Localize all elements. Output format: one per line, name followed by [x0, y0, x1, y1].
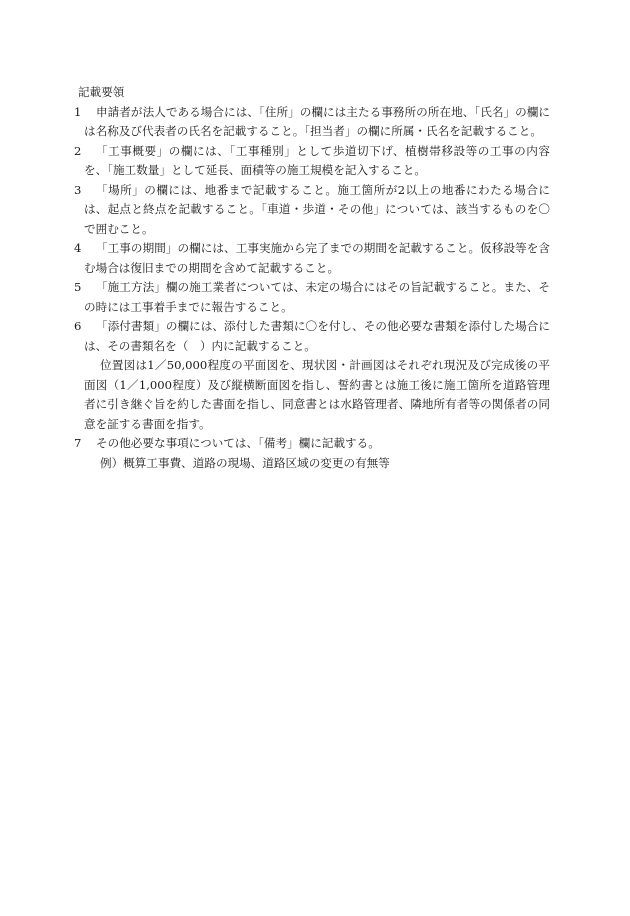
instruction-item-7 — [74, 434, 550, 454]
instructions-section — [74, 83, 550, 473]
item-number: 6 — [74, 319, 82, 333]
item-text: 「工事概要」の欄には、「工事種別」として歩道切下げ、植樹帯移設等の工事の内容を、「施工数量」として延長、面積等の施工規模を記入すること。 — [84, 143, 550, 177]
item-number: 4 — [74, 241, 82, 255]
item-number: 7 — [74, 436, 82, 450]
instruction-item-4 — [74, 239, 550, 278]
item-number: 1 — [74, 104, 82, 119]
item-text: 「場所」の欄には、地番まで記載すること。施工箇所が2以上の地番にわたる場合には、起点と終点を記載すること。「車道・歩道・その他」については、該当するものを〇で囲むこと。 — [84, 182, 550, 236]
example-line: 例）概算工事費、道路の現場、道路区域の変更の有無等 — [100, 455, 390, 470]
item-text: 「工事の期間」の欄には、工事実施から完了までの期間を記載すること。仮移設等を含む場合は復旧までの期間を含めて記載すること。 — [84, 241, 550, 275]
item-text: 申請者が法人である場合には、「住所」の欄には主たる事務所の所在地、「氏名」の欄には名称及び代表者の氏名を記載すること。「担当者」の欄に所属・氏名を記載すること。 — [84, 104, 550, 138]
item-number: 3 — [74, 182, 82, 197]
item-text: 「添付書類」の欄には、添付した書類に〇を付し、その他必要な書類を添付した場合には、その書類名を（ ）内に記載すること。 — [84, 319, 550, 353]
item-text: 「施工方法」欄の施工業者については、未定の場合にはその旨記載すること。また、その時には工事着手までに報告すること。 — [84, 280, 550, 314]
instruction-item-2 — [74, 142, 550, 181]
instruction-item-1 — [74, 103, 550, 142]
attachment-note: 位置図は1／50,000程度の平面図を、現状図・計画図はそれぞれ現況及び完成後の平面図（1／1,000程度）及び縦横断面図を指し、誓約書とは施工後に施工箇所を道路管理者に引き継ぐ旨を約した書面を指し、同意書とは水路管理者、隣地所有者等の関係者の同意を証する書面を指す。 — [84, 358, 550, 431]
instruction-item-6 — [74, 317, 550, 356]
item-text: その他必要な事項については、「備考」欄に記載する。 — [96, 436, 380, 450]
instruction-item-5 — [74, 278, 550, 317]
item-number: 5 — [74, 280, 82, 294]
item-number: 2 — [74, 143, 82, 158]
section-title: 記載要領 — [78, 85, 125, 99]
instruction-item-3 — [74, 181, 550, 240]
